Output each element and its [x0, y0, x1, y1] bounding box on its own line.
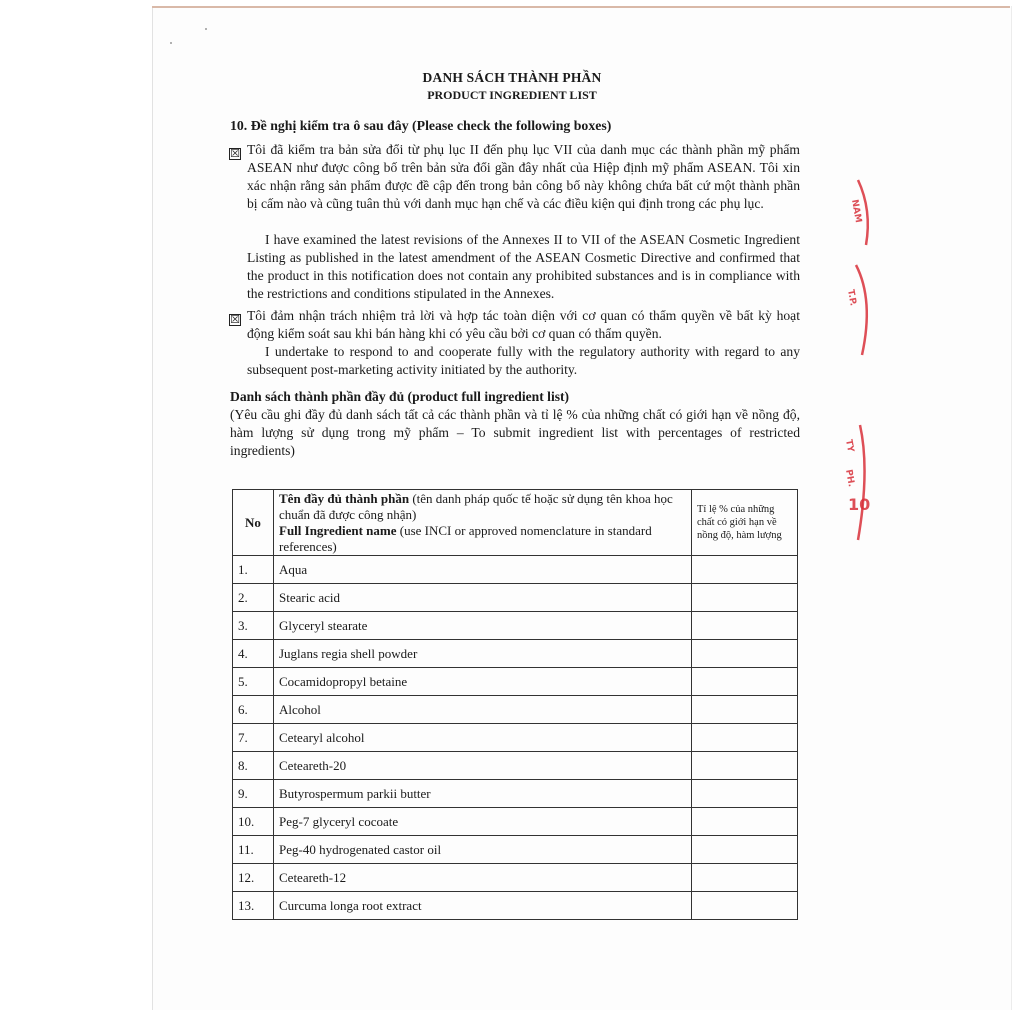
ingredient-name: Alcohol	[274, 696, 692, 724]
row-number: 1.	[233, 556, 274, 584]
table-row	[233, 696, 798, 724]
ingredient-percentage	[692, 696, 798, 724]
authority-cooperation-vi: Tôi đảm nhận trách nhiệm trả lời và hợp tác toàn diện với cơ quan có thẩm quyền về bất kỳ hoạt động kiểm soát sau khi bán hàng khi có yêu cầu bởi cơ quan có thẩm quyền.	[247, 308, 800, 341]
annex-confirmation-en: I have examined the latest revisions of the Annexes II to VII of the ASEAN Cosmetic Ingredient Listing as published in the latest amendment of the ASEAN Cosmetic Directive and confirmed that the product in this notification does not contain any prohibited substances and is in compliance with the restrictions and conditions stipulated in the Annexes.	[247, 232, 800, 301]
ingredient-table	[232, 489, 798, 920]
ingredient-percentage	[692, 724, 798, 752]
ingredient-percentage	[692, 556, 798, 584]
ingredient-name: Ceteareth-12	[274, 864, 692, 892]
speck	[205, 28, 207, 30]
ingredient-name: Glyceryl stearate	[274, 612, 692, 640]
ingredient-percentage	[692, 808, 798, 836]
section-10-heading: 10. Đề nghị kiểm tra ô sau đây (Please check the following boxes)	[230, 118, 612, 133]
seal-arc	[858, 425, 865, 540]
row-number: 7.	[233, 724, 274, 752]
checkbox-authority-cooperation[interactable]	[229, 314, 241, 326]
annex-confirmation-vi: Tôi đã kiểm tra bản sửa đổi từ phụ lục II đến phụ lục VII của danh mục các thành phần mỹ phẩm ASEAN như được công bố trên bản sửa đổi gần đây nhất của Hiệp định mỹ phẩm ASEAN. Tôi xin xác nhận rằng sản phẩm được đề cập đến trong bản công bố này không chứa bất cứ một thành phần bị cấm nào và cũng tuân thủ với danh mục hạn chế và các điều kiện qui định trong các phụ lục.	[247, 142, 800, 211]
row-number: 9.	[233, 780, 274, 808]
row-number: 3.	[233, 612, 274, 640]
table-row	[233, 640, 798, 668]
ingredient-percentage	[692, 640, 798, 668]
table-header-row	[233, 490, 798, 556]
ingredient-name: Juglans regia shell powder	[274, 640, 692, 668]
row-number: 8.	[233, 752, 274, 780]
checkbox-annex-confirmation[interactable]	[229, 148, 241, 160]
top-edge-rule	[152, 6, 1010, 8]
svg-text:NAM: NAM	[849, 198, 863, 224]
row-number: 2.	[233, 584, 274, 612]
check-mark: ☒	[230, 313, 240, 326]
speck	[170, 42, 172, 44]
row-number: 13.	[233, 892, 274, 920]
svg-text:PH.: PH.	[843, 468, 856, 488]
table-row	[233, 780, 798, 808]
header-name-vi-rest: (tên danh pháp quốc tế hoặc sử dụng tên khoa học chuẩn đã được công nhận)	[279, 490, 673, 522]
header-name-en-rest: (use INCI or approved nomenclature in standard references)	[279, 522, 652, 554]
ingredient-name: Peg-7 glyceryl cocoate	[274, 808, 692, 836]
row-number: 6.	[233, 696, 274, 724]
ingredient-name: Curcuma longa root extract	[274, 892, 692, 920]
table-row	[233, 584, 798, 612]
svg-text:T.P.: T.P.	[845, 288, 858, 307]
svg-text:10: 10	[848, 495, 871, 514]
title-vietnamese: DANH SÁCH THÀNH PHẦN	[422, 70, 602, 85]
header-name-en-bold: Full Ingredient name	[279, 522, 397, 538]
table-row	[233, 836, 798, 864]
header-percentage: Tỉ lệ % của những chất có giới hạn về nồng độ, hàm lượng	[692, 490, 798, 556]
ingredient-name: Cocamidopropyl betaine	[274, 668, 692, 696]
table-row	[233, 556, 798, 584]
title-english: PRODUCT INGREDIENT LIST	[427, 88, 597, 102]
ingredient-percentage	[692, 864, 798, 892]
table-row	[233, 668, 798, 696]
row-number: 10.	[233, 808, 274, 836]
check-mark: ☒	[230, 147, 240, 160]
header-name-vi-bold: Tên đầy đủ thành phần	[279, 490, 410, 506]
red-seal-stamp	[838, 170, 878, 560]
ingredient-percentage	[692, 836, 798, 864]
table-row	[233, 892, 798, 920]
header-ingredient-name	[274, 490, 692, 556]
ingredient-name: Cetearyl alcohol	[274, 724, 692, 752]
header-no: No	[233, 490, 274, 556]
row-number: 4.	[233, 640, 274, 668]
ingredient-percentage	[692, 780, 798, 808]
ingredient-name: Butyrospermum parkii butter	[274, 780, 692, 808]
seal-arc	[856, 265, 867, 355]
authority-cooperation-en: I undertake to respond to and cooperate fully with the regulatory authority with regard to any subsequent post-marketing activity initiated by the authority.	[247, 344, 800, 377]
ingredient-percentage	[692, 612, 798, 640]
row-number: 5.	[233, 668, 274, 696]
table-row	[233, 752, 798, 780]
ingredient-list-description: (Yêu cầu ghi đầy đủ danh sách tất cả các thành phần và tỉ lệ % của những chất có giới hạn về nồng độ, hàm lượng sử dụng trong mỹ phẩm – To submit ingredient list with percentages of restricted ingredients)	[230, 407, 800, 458]
ingredient-list-heading: Danh sách thành phần đầy đủ (product full ingredient list)	[230, 389, 570, 404]
ingredient-percentage	[692, 584, 798, 612]
row-number: 12.	[233, 864, 274, 892]
ingredient-percentage	[692, 892, 798, 920]
table-row	[233, 808, 798, 836]
svg-text:TY: TY	[843, 438, 856, 453]
ingredient-percentage	[692, 668, 798, 696]
ingredient-name: Stearic acid	[274, 584, 692, 612]
table-row	[233, 724, 798, 752]
ingredient-percentage	[692, 752, 798, 780]
ingredient-name: Peg-40 hydrogenated castor oil	[274, 836, 692, 864]
table-row	[233, 864, 798, 892]
row-number: 11.	[233, 836, 274, 864]
ingredient-name: Ceteareth-20	[274, 752, 692, 780]
ingredient-name: Aqua	[274, 556, 692, 584]
table-row	[233, 612, 798, 640]
